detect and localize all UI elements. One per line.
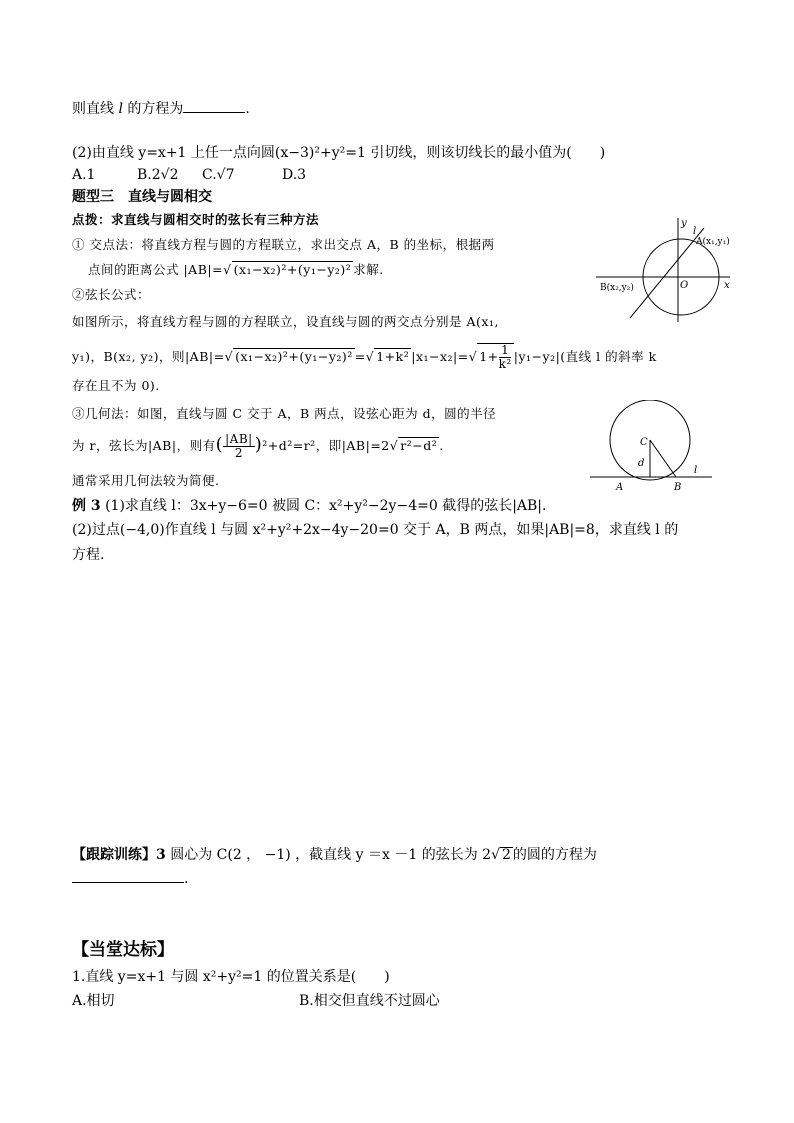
radius-r bbox=[650, 440, 676, 477]
standard-option-b: B.相交但直线不过圆心 bbox=[299, 993, 440, 1009]
l-label: l bbox=[693, 226, 697, 237]
question-line bbox=[72, 98, 250, 119]
c-label: C bbox=[640, 437, 648, 448]
example-3-line-2: (2)过点(−4,0)作直线 l 与圆 x²+y²+2x−4y−20=0 交于 A，B 两点，如果|AB|=8，求直线 l 的 bbox=[72, 522, 679, 538]
d-label: d bbox=[638, 458, 645, 469]
l-label-2: l bbox=[694, 465, 698, 476]
x-label: x bbox=[724, 280, 730, 291]
example-3-line-3: 方程. bbox=[72, 547, 105, 563]
a-label: A(x₁,y₁) bbox=[696, 237, 730, 247]
method-2-formula-2: 1+k² bbox=[376, 349, 410, 364]
option-b: B.2√2 bbox=[137, 167, 179, 183]
example-3-text: (1)求直线 l：3x+y−6=0 被圆 C：x²+y²−2y−4=0 截得的弦长|AB|. bbox=[100, 498, 547, 514]
option-c: C.√7 bbox=[202, 167, 235, 183]
example-3-line-1 bbox=[72, 496, 546, 516]
standard-q1-options bbox=[72, 991, 440, 1011]
method-2-mid: |x₁−x₂|= bbox=[411, 349, 469, 364]
training-blank bbox=[72, 868, 184, 883]
standard-title: 【当堂达标】 bbox=[72, 940, 174, 960]
method-2-formula-1: (x₁−x₂)²+(y₁−y₂)² bbox=[235, 349, 353, 364]
option-a: A.1 bbox=[72, 167, 96, 183]
training-text-pre: 圆心为 C(2 ， −1) ，截直线 y ＝x －1 的弦长为 2 bbox=[165, 847, 492, 863]
frac-num: 1 bbox=[501, 343, 510, 357]
standard-option-a: A.相切 bbox=[72, 993, 115, 1009]
q-line-prefix: 则直线 bbox=[72, 101, 119, 117]
option-d: D.3 bbox=[282, 167, 307, 183]
method-3-line-1: ③几何法：如图，直线与圆 C 交于 A，B 两点，设弦心距为 d，圆的半径 bbox=[72, 406, 497, 421]
answer-blank bbox=[183, 98, 245, 113]
method-1-line-1: ① 交点法：将直线方程与圆的方程联立，求出交点 A，B 的坐标，根据两 bbox=[72, 237, 495, 252]
method-2-post: |y₁−y₂|(直线 l 的斜率 k bbox=[513, 349, 657, 364]
method-3-sqrt: r²−d² bbox=[400, 438, 438, 453]
training-sqrt: 2 bbox=[501, 847, 511, 863]
frac-den-2: 2 bbox=[234, 446, 243, 460]
method-3-frac bbox=[223, 433, 255, 460]
method-2-formula-3: 1+ $\frac{1}{\text{k²}}$ bbox=[479, 343, 512, 371]
method-2-line-1: 如图所示，将直线方程与圆的方程联立，设直线与圆的两交点分别是 A(x₁, bbox=[72, 314, 499, 329]
y-label: y bbox=[681, 218, 687, 229]
training-text-post: 的圆的方程为 bbox=[512, 847, 597, 863]
method-2-frac bbox=[499, 344, 512, 371]
method-2-eq: = bbox=[354, 349, 366, 364]
frac-den: k² bbox=[498, 357, 512, 371]
q-line-end: . bbox=[245, 101, 250, 117]
method-1-pre: 点间的距离公式 |AB|= bbox=[88, 262, 224, 277]
q-line-suffix: 的方程为 bbox=[122, 101, 184, 117]
question-2: (2)由直线 y=x+1 上任一点向圆(x−3)²+y²=1 引切线，则该切线长的最小值为( ) bbox=[72, 145, 606, 161]
chord-figure-geometry bbox=[588, 400, 718, 495]
training-end: . bbox=[184, 871, 189, 887]
method-1-line-2: 点间的距离公式 |AB|=√ (x₁−x₂)²+(y₁−y₂)² 求解. bbox=[88, 262, 384, 277]
method-3-end: . bbox=[439, 438, 444, 453]
training-label: 【跟踪训练】3 bbox=[72, 847, 166, 863]
example-3-label: 例 3 bbox=[72, 498, 101, 514]
training-answer bbox=[72, 868, 188, 889]
chord-figure-coordinate bbox=[596, 214, 736, 324]
method-1-formula: (x₁−x₂)²+(y₁−y₂)² bbox=[233, 262, 352, 277]
method-3-line-2: 为 r，弦长为|AB|，则有( $\frac{|AB|}{2}$ )²+d²=r²，即|AB|=2√ r²−d² . bbox=[72, 432, 444, 460]
frac-num-ab: |AB| bbox=[225, 432, 253, 446]
method-1-post: 求解. bbox=[353, 262, 384, 277]
method-2-line-2: y₁)，B(x₂, y₂)，则|AB|=√ (x₁−x₂)²+(y₁−y₂)² =√ 1+k² |x₁−x₂|=√ 1+ $\frac{1}{\text{k²}}$ |y₁−y₂|(直线 l 的斜率 k bbox=[72, 343, 657, 371]
method-2-line-3: 存在且不为 0). bbox=[72, 378, 160, 393]
q-line-var: l bbox=[118, 101, 123, 117]
method-3-mid: ²+d²=r²，即|AB|=2 bbox=[262, 438, 390, 453]
question-2-options bbox=[72, 165, 306, 185]
training-line: 【跟踪训练】3 圆心为 C(2 ， −1) ，截直线 y ＝x －1 的弦长为 2√ 2 的圆的方程为 bbox=[72, 847, 597, 863]
a-label-2: A bbox=[616, 482, 624, 493]
b-label: B(x₂,y₂) bbox=[600, 283, 634, 293]
b-label-2: B bbox=[674, 482, 682, 493]
section-title: 题型三 直线与圆相交 bbox=[72, 189, 212, 205]
o-label: O bbox=[680, 280, 689, 291]
method-3-pre: 为 r，弦长为|AB|，则有 bbox=[72, 438, 216, 453]
tip-title: 点拨：求直线与圆相交时的弦长有三种方法 bbox=[72, 212, 320, 227]
method-2-pre: y₁)，B(x₂, y₂)，则|AB|= bbox=[72, 349, 225, 364]
standard-q1: 1.直线 y=x+1 与圆 x²+y²=1 的位置关系是( ) bbox=[72, 969, 390, 985]
method-3-line-3: 通常采用几何法较为简便. bbox=[72, 473, 220, 488]
method-2-title: ②弦长公式： bbox=[72, 287, 151, 302]
